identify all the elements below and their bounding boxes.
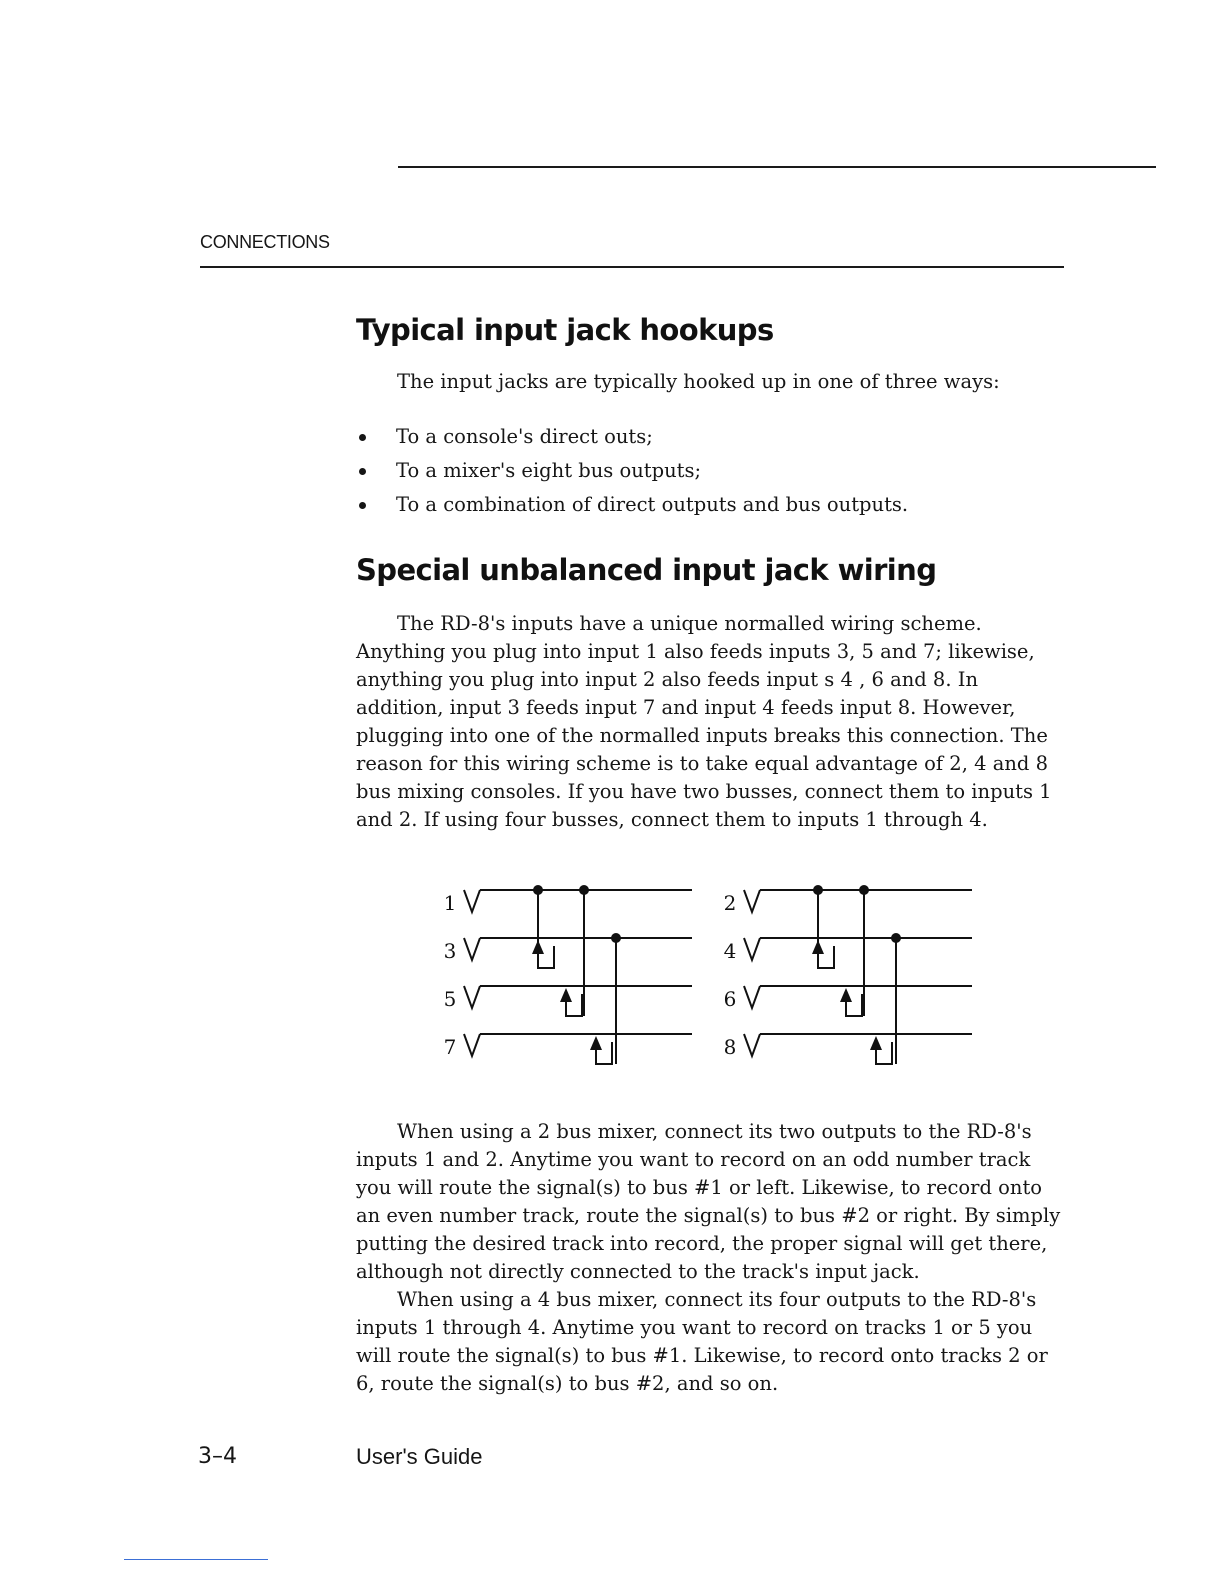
- junction-dot: [891, 933, 901, 943]
- jack-symbol: [744, 986, 760, 1008]
- footer-link-rule: [124, 1559, 268, 1560]
- junction-dot: [813, 885, 823, 895]
- jack-symbol: [464, 1034, 480, 1056]
- jack-label: 3: [443, 939, 457, 963]
- two-bus-paragraph: When using a 2 bus mixer, connect its two outputs to the RD-8's inputs 1 and 2. Anytime you want to record on an odd number track you will route the signal(s) to bus #1 or left. Likewise, to record onto an even number track, route the signal(s) to bus #2 or right. By simply putting the desired track into record, the proper signal will get there, although not directly connected to the track's input jack.: [356, 1120, 1061, 1283]
- jack-symbol: [744, 1034, 760, 1056]
- top-rule: [398, 166, 1156, 168]
- jack-label: 7: [443, 1035, 457, 1059]
- jack-label: 8: [723, 1035, 737, 1059]
- wiring-paragraph: The RD-8's inputs have a unique normalled wiring scheme. Anything you plug into input 1 also feeds inputs 3, 5 and 7; likewise, anything you plug into input 2 also feeds input s 4 , 6 and 8. In addition, input 3 feeds input 7 and input 4 feeds input 8. However, plugging into one of the normalled inputs breaks this connection. The reason for this wiring scheme is to take equal advantage of 2, 4 and 8 bus mixing consoles. If you have two busses, connect them to inputs 1 and 2. If using four busses, connect them to inputs 1 through 4.: [356, 612, 1052, 831]
- switch-arrow: [590, 1036, 602, 1050]
- junction-dot: [579, 885, 589, 895]
- jack-symbol: [464, 938, 480, 960]
- switch-arrow: [840, 988, 852, 1002]
- guide-title: User's Guide: [356, 1444, 483, 1469]
- header-rule: [200, 266, 1064, 268]
- jack-symbol: [464, 890, 480, 912]
- junction-dot: [533, 885, 543, 895]
- switch-arrow: [812, 940, 824, 954]
- jack-symbol: [744, 890, 760, 912]
- switch-arrow: [532, 940, 544, 954]
- jack-symbol: [744, 938, 760, 960]
- list-item: To a combination of direct outputs and bus outputs.: [356, 491, 908, 525]
- section-header: CONNECTIONS: [200, 232, 330, 252]
- jack-label: 4: [723, 939, 737, 963]
- heading-special-unbalanced-wiring: Special unbalanced input jack wiring: [356, 553, 937, 587]
- switch-arrow: [870, 1036, 882, 1050]
- jack-label: 2: [723, 891, 737, 915]
- heading-typical-input-jack-hookups: Typical input jack hookups: [356, 313, 774, 347]
- junction-dot: [611, 933, 621, 943]
- list-item: To a mixer's eight bus outputs;: [356, 457, 908, 491]
- junction-dot: [859, 885, 869, 895]
- jack-label: 6: [723, 987, 737, 1011]
- hookup-list: [356, 423, 908, 525]
- jack-label: 1: [443, 891, 457, 915]
- normalled-wiring-diagram: [430, 872, 990, 1082]
- switch-arrow: [560, 988, 572, 1002]
- jack-label: 5: [443, 987, 457, 1011]
- page-number: 3–4: [198, 1444, 237, 1469]
- four-bus-paragraph: When using a 4 bus mixer, connect its four outputs to the RD-8's inputs 1 through 4. Anytime you want to record on tracks 1 or 5 you will route the signal(s) to bus #1. Likewise, to record onto tracks 2 or 6, route the signal(s) to bus #2, and so on.: [356, 1288, 1048, 1395]
- intro-paragraph: The input jacks are typically hooked up in one of three ways:: [397, 370, 1000, 393]
- jack-symbol: [464, 986, 480, 1008]
- list-item: To a console's direct outs;: [356, 423, 908, 457]
